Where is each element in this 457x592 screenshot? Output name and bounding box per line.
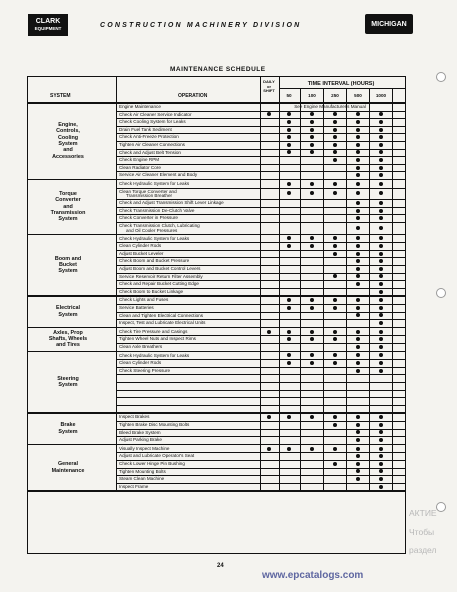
division-title: CONSTRUCTION MACHINERY DIVISION (100, 22, 302, 29)
schedule-dot (379, 282, 383, 286)
schedule-dot (287, 244, 291, 248)
schedule-dot (356, 216, 360, 220)
schedule-dot (287, 337, 291, 341)
column-rule (300, 88, 301, 491)
schedule-dot (379, 462, 383, 466)
hour-column-header: 500 (354, 93, 362, 98)
schedule-dot (379, 369, 383, 373)
schedule-dot (379, 321, 383, 325)
schedule-dot (379, 166, 383, 170)
schedule-dot (379, 244, 383, 248)
schedule-dot (379, 135, 383, 139)
schedule-dot (333, 120, 337, 124)
system-label-line: Accessories (52, 153, 84, 160)
operation-label: Clean Torque Converter and (119, 188, 177, 194)
system-label-line: System (58, 268, 78, 275)
schedule-dot (379, 158, 383, 162)
column-rule (279, 77, 280, 103)
schedule-dot (356, 252, 360, 256)
system-label-line: Transmission (50, 209, 86, 216)
system-label-line: and Tires (56, 342, 80, 349)
system-label-line: Engine, (58, 122, 78, 129)
schedule-dot (287, 143, 291, 147)
clark-logo-text: CLARK (35, 18, 61, 25)
schedule-dot (333, 306, 337, 310)
schedule-dot (379, 306, 383, 310)
schedule-dot (356, 135, 360, 139)
operation-label: Tighten Mounting Bolts (119, 468, 166, 474)
schedule-dot (310, 447, 314, 451)
operation-label: Check and Adjust Belt Tension (119, 149, 181, 155)
schedule-dot (333, 252, 337, 256)
system-label (28, 422, 108, 435)
hour-column-header: 100 (308, 93, 316, 98)
system-label-line: and (63, 203, 73, 210)
watermark: www.epcatalogs.com (262, 570, 364, 581)
operation-label: Inspect Brakes (119, 414, 150, 420)
schedule-dot (310, 112, 314, 116)
daily-column-header (261, 80, 277, 94)
operation-label: Check Air Cleaner Service Indicator (119, 111, 192, 117)
schedule-dot (333, 244, 337, 248)
schedule-dot (287, 120, 291, 124)
schedule-dot (333, 353, 337, 357)
schedule-dot (310, 415, 314, 419)
schedule-dot (267, 447, 271, 451)
system-label (28, 256, 108, 275)
schedule-dot (333, 274, 337, 278)
operation-label: Clean Radiator Core (119, 164, 161, 170)
schedule-dot (356, 236, 360, 240)
schedule-dot (379, 345, 383, 349)
schedule-dot (356, 209, 360, 213)
operation-label: Service Air Cleaner Element and Body (119, 172, 198, 178)
schedule-dot (379, 182, 383, 186)
operation-label: Tighten Brake Disc Mounting Bolts (119, 422, 190, 427)
schedule-dot (379, 120, 383, 124)
operation-label: Check and Repair Bucket Cutting Edge (119, 281, 199, 287)
system-label-line: Bucket (59, 261, 77, 268)
group-rule (28, 490, 405, 491)
schedule-dot (287, 135, 291, 139)
operation-label: Visually Inspect Machine (119, 445, 170, 451)
schedule-dot (310, 135, 314, 139)
group-rule (28, 444, 405, 445)
schedule-dot (356, 361, 360, 365)
system-label-line: Shafts, Wheels (48, 336, 88, 343)
header-rule (279, 88, 405, 89)
hour-column-header: 1000 (375, 93, 387, 98)
schedule-dot (379, 191, 383, 195)
operation-label: Tighten Air Cleaner Connections (119, 142, 185, 147)
operation-label: Clean Cylinder Rods (119, 360, 162, 366)
system-label (28, 376, 108, 389)
schedule-dot (356, 244, 360, 248)
schedule-dot (379, 216, 383, 220)
schedule-dot (356, 282, 360, 286)
operation-label: Clean Cylinder Rods (119, 243, 162, 249)
system-label-line: Axles, Prop (53, 329, 83, 336)
schedule-dot (310, 361, 314, 365)
schedule-dot (379, 112, 383, 116)
operation-label: Check Boom and Bucket Pressure (119, 258, 190, 264)
schedule-dot (379, 298, 383, 302)
schedule-dot (379, 252, 383, 256)
manual-reference: See Engine Manufacturer's Manual (294, 104, 366, 109)
system-label-line: Maintenance (51, 467, 85, 474)
group-rule (28, 179, 405, 180)
column-rule (369, 88, 370, 491)
schedule-dot (356, 182, 360, 186)
system-label-line: System (58, 216, 78, 223)
schedule-dot (356, 191, 360, 195)
schedule-dot (379, 150, 383, 154)
clark-logo (28, 14, 68, 36)
schedule-dot (287, 306, 291, 310)
schedule-dot (287, 236, 291, 240)
schedule-dot (333, 112, 337, 116)
schedule-dot (287, 191, 291, 195)
schedule-dot (356, 447, 360, 451)
schedule-dot (356, 306, 360, 310)
side-text: Чтобы (409, 527, 435, 537)
schedule-dot (379, 143, 383, 147)
schedule-dot (379, 477, 383, 481)
operation-label: Check Hydraulic System for Leaks (119, 235, 190, 241)
operation-label: Check Anti-Freeze Protection (119, 134, 179, 140)
schedule-dot (310, 353, 314, 357)
schedule-dot (287, 182, 291, 186)
hour-column-header: 250 (331, 93, 339, 98)
schedule-dot (379, 438, 383, 442)
schedule-dot (356, 128, 360, 132)
schedule-dot (356, 120, 360, 124)
schedule-dot (379, 330, 383, 334)
side-text: раздел (409, 545, 437, 555)
system-label-line: Converter (55, 197, 81, 204)
schedule-dot (310, 298, 314, 302)
schedule-dot (310, 150, 314, 154)
schedule-dot (356, 158, 360, 162)
column-rule (116, 77, 117, 491)
operation-label: Check Boom to Bucket Linkage (119, 288, 184, 294)
group-rule (28, 412, 405, 413)
operation-label: Check Steering Pressure (119, 367, 171, 373)
schedule-dot (379, 447, 383, 451)
schedule-dot (379, 259, 383, 263)
operation-label: Adjust Boom and Bucket Control Levers (119, 266, 201, 271)
schedule-dot (379, 313, 383, 317)
schedule-dot (287, 112, 291, 116)
schedule-dot (287, 330, 291, 334)
operation-label: Engine Maintenance (119, 104, 161, 109)
system-label-line: Electrical (56, 305, 80, 312)
column-rule (392, 88, 393, 491)
operation-label: Clean Axle Breathers (119, 344, 163, 349)
system-label-line: and (63, 147, 73, 154)
operation-label: Check Hydraulic System for Leaks (119, 352, 190, 358)
schedule-dot (379, 337, 383, 341)
operation-label: Inspect Frame (119, 483, 149, 489)
schedule-dot (333, 337, 337, 341)
schedule-dot (356, 430, 360, 434)
schedule-dot (356, 313, 360, 317)
system-label-line: General (57, 461, 79, 468)
schedule-dot (379, 361, 383, 365)
schedule-dot (356, 267, 360, 271)
page-number: 24 (217, 563, 224, 569)
schedule-dot (379, 274, 383, 278)
operation-label: Inspect, Test and Lubricate Electrical Units (119, 320, 206, 326)
daily-line: DAILY (263, 79, 275, 84)
schedule-dot (310, 306, 314, 310)
schedule-dot (356, 173, 360, 177)
schedule-dot (356, 353, 360, 357)
system-label (28, 330, 108, 349)
schedule-dot (356, 369, 360, 373)
operation-label: and Oil Cooler Pressures (126, 227, 178, 233)
schedule-dot (333, 462, 337, 466)
schedule-dot (333, 330, 337, 334)
maintenance-table (27, 76, 406, 554)
group-rule (28, 351, 405, 352)
schedule-dot (310, 191, 314, 195)
group-rule (28, 295, 405, 296)
schedule-dot (310, 330, 314, 334)
column-rule (323, 88, 324, 491)
schedule-dot (379, 173, 383, 177)
schedule-dot (356, 150, 360, 154)
binder-hole (436, 502, 446, 512)
system-label-line: Controls, (56, 128, 80, 135)
operation-column-header: OPERATION (178, 93, 208, 99)
operation-label: Check Lights and Fuses (119, 297, 169, 303)
hour-column-header: 50 (286, 93, 292, 98)
schedule-dot (356, 330, 360, 334)
schedule-dot (333, 447, 337, 451)
schedule-dot (310, 244, 314, 248)
schedule-dot (379, 485, 383, 489)
operation-label: Check Hydraulic System for Leaks (119, 181, 190, 186)
operation-label: Adjust Parking Brake (119, 437, 162, 443)
system-label-line: Steering (57, 375, 79, 382)
group-rule (28, 327, 405, 328)
schedule-dot (379, 267, 383, 271)
schedule-dot (356, 259, 360, 263)
system-label-line: System (58, 311, 78, 318)
system-label-line: System (58, 140, 78, 147)
system-label (28, 122, 108, 160)
operation-label: Check Cooling System for Leaks (119, 119, 186, 125)
schedule-dot (356, 274, 360, 278)
operation-label: Steam Clean Machine (119, 476, 165, 482)
schedule-dot (333, 415, 337, 419)
system-label-line: Brake (60, 422, 76, 429)
schedule-dot (356, 166, 360, 170)
schedule-dot (267, 415, 271, 419)
schedule-dot (310, 128, 314, 132)
interval-header: TIME INTERVAL (HOURS) (307, 81, 375, 87)
system-label-line: System (58, 381, 78, 388)
schedule-dot (379, 128, 383, 132)
operation-label: Check Converter in Pressure (119, 215, 178, 221)
schedule-dot (379, 469, 383, 473)
binder-hole (436, 72, 446, 82)
operation-label: Check Transmission Clutch, Lubricating (119, 223, 200, 228)
schedule-dot (310, 120, 314, 124)
system-label-line: System (58, 428, 78, 435)
operation-label: Check Tire Pressure and Casings (119, 328, 188, 334)
daily-line: or (267, 83, 271, 89)
schedule-dot (356, 438, 360, 442)
schedule-dot (379, 290, 383, 294)
schedule-dot (379, 226, 383, 230)
system-label (28, 305, 108, 318)
operation-label: Check Engine RPM (119, 157, 160, 163)
system-label (28, 461, 108, 474)
schedule-dot (356, 462, 360, 466)
operation-label: Check Transmission De-Clutch Valve (119, 207, 195, 213)
clark-logo-subtext: EQUIPMENT (34, 26, 62, 31)
operation-label: Check Lower Hinge Pin Bushing (119, 461, 185, 466)
schedule-dot (333, 150, 337, 154)
schedule-dot (310, 337, 314, 341)
daily-line: SHIFT (263, 88, 275, 94)
schedule-dot (379, 236, 383, 240)
column-rule (279, 88, 280, 491)
system-label (28, 191, 108, 222)
schedule-dot (356, 298, 360, 302)
schedule-dot (287, 150, 291, 154)
schedule-dot (333, 143, 337, 147)
schedule-dot (333, 182, 337, 186)
schedule-title: MAINTENANCE SCHEDULE (170, 66, 266, 73)
schedule-dot (379, 454, 383, 458)
schedule-dot (379, 423, 383, 427)
system-label-line: Cooling (57, 134, 79, 141)
operation-label: Drain Fuel Tank Sediment (119, 126, 172, 132)
schedule-dot (356, 415, 360, 419)
schedule-dot (356, 112, 360, 116)
operation-label: Check and Adjust Transmission Shift Lever Linkage (119, 200, 224, 206)
schedule-dot (287, 415, 291, 419)
schedule-dot (267, 330, 271, 334)
schedule-dot (287, 353, 291, 357)
system-label-line: Boom and (54, 255, 82, 262)
schedule-dot (356, 454, 360, 458)
schedule-dot (310, 143, 314, 147)
schedule-dot (333, 361, 337, 365)
michigan-logo: MICHIGAN (365, 14, 413, 34)
operation-label: Service Reservoir Return Filter Assembly (119, 273, 203, 279)
column-rule (260, 77, 261, 491)
schedule-dot (379, 415, 383, 419)
schedule-dot (356, 477, 360, 481)
operation-label: Service Batteries (119, 305, 154, 310)
schedule-dot (356, 345, 360, 349)
schedule-dot (287, 128, 291, 132)
schedule-dot (333, 191, 337, 195)
schedule-dot (333, 128, 337, 132)
schedule-dot (333, 236, 337, 240)
schedule-dot (310, 182, 314, 186)
schedule-dot (356, 423, 360, 427)
schedule-dot (379, 201, 383, 205)
schedule-dot (287, 447, 291, 451)
operation-label: Adjust Bucket Leveler (119, 250, 164, 256)
group-rule (28, 234, 405, 235)
operation-label: Bleed Brake System (119, 429, 161, 435)
schedule-dot (287, 298, 291, 302)
schedule-dot (379, 353, 383, 357)
column-rule (346, 88, 347, 491)
side-text: АКТИЕ (409, 508, 437, 518)
operation-label: Tighten Wheel Nuts and Inspect Rims (119, 336, 196, 342)
schedule-dot (333, 298, 337, 302)
schedule-dot (267, 112, 271, 116)
schedule-dot (356, 337, 360, 341)
schedule-dot (333, 135, 337, 139)
operation-label: Clean and Tighten Electrical Connections (119, 312, 204, 318)
schedule-dot (333, 158, 337, 162)
schedule-dot (379, 209, 383, 213)
schedule-dot (379, 430, 383, 434)
schedule-dot (310, 236, 314, 240)
schedule-dot (333, 423, 337, 427)
binder-hole (436, 288, 446, 298)
schedule-dot (356, 226, 360, 230)
schedule-dot (356, 143, 360, 147)
operation-label: Transmission Breather (126, 193, 173, 199)
schedule-dot (287, 361, 291, 365)
schedule-dot (356, 201, 360, 205)
system-column-header: SYSTEM (50, 93, 71, 99)
operation-label: Adjust and Lubricate Operator's Seat (119, 453, 195, 459)
system-label-line: Torque (59, 191, 77, 198)
schedule-dot (356, 469, 360, 473)
